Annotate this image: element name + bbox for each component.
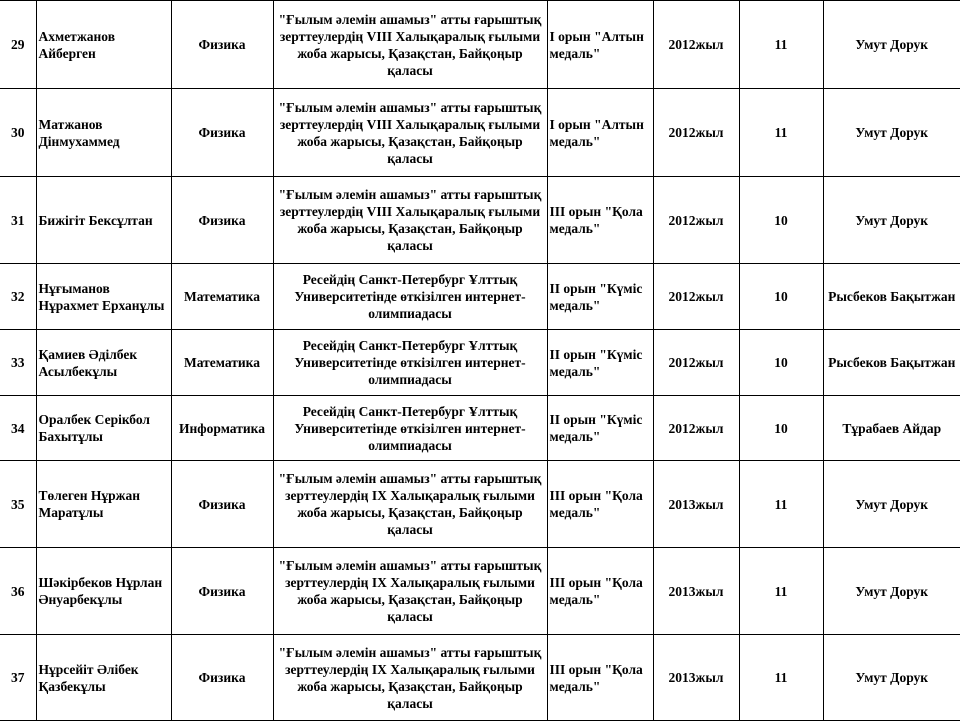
subject: Физика xyxy=(171,635,273,721)
table-row xyxy=(0,461,960,548)
competition: "Ғылым әлемін ашамыз" атты ғарыштық зерттеулердің IX Халықаралық ғылыми жоба жарысы, Қазақстан, Байқоңыр қаласы xyxy=(273,635,547,721)
student-name: Шәкірбеков Нұрлан Әнуарбекұлы xyxy=(36,548,171,635)
year: 2013жыл xyxy=(653,635,739,721)
grade: 10 xyxy=(739,396,823,461)
place-award: I орын "Алтын медаль" xyxy=(547,1,653,89)
student-name: Оралбек Серікбол Бахытұлы xyxy=(36,396,171,461)
grade: 10 xyxy=(739,177,823,264)
table-row xyxy=(0,548,960,635)
year: 2013жыл xyxy=(653,548,739,635)
subject: Информатика xyxy=(171,396,273,461)
competition: "Ғылым әлемін ашамыз" атты ғарыштық зерттеулердің VIII Халықаралық ғылыми жоба жарысы, Қазақстан, Байқоңыр қаласы xyxy=(273,177,547,264)
row-number: 34 xyxy=(0,396,36,461)
teacher: Тұрабаев Айдар xyxy=(823,396,960,461)
table-row xyxy=(0,635,960,721)
student-name: Қамиев Әділбек Асылбекұлы xyxy=(36,330,171,396)
teacher: Рысбеков Бақытжан xyxy=(823,264,960,330)
teacher: Умут Дорук xyxy=(823,89,960,177)
competition: "Ғылым әлемін ашамыз" атты ғарыштық зерттеулердің IX Халықаралық ғылыми жоба жарысы, Қазақстан, Байқоңыр қаласы xyxy=(273,548,547,635)
year: 2012жыл xyxy=(653,89,739,177)
row-number: 33 xyxy=(0,330,36,396)
place-award: II орын "Күміс медаль" xyxy=(547,396,653,461)
student-name: Нұғыманов Нұрахмет Ерханұлы xyxy=(36,264,171,330)
place-award: III орын "Қола медаль" xyxy=(547,177,653,264)
place-award: III орын "Қола медаль" xyxy=(547,635,653,721)
place-award: II орын "Күміс медаль" xyxy=(547,264,653,330)
teacher: Умут Дорук xyxy=(823,635,960,721)
subject: Физика xyxy=(171,177,273,264)
student-name: Ахметжанов Айберген xyxy=(36,1,171,89)
grade: 11 xyxy=(739,461,823,548)
row-number: 35 xyxy=(0,461,36,548)
table-row xyxy=(0,264,960,330)
year: 2013жыл xyxy=(653,461,739,548)
teacher: Умут Дорук xyxy=(823,177,960,264)
row-number: 30 xyxy=(0,89,36,177)
place-award: II орын "Күміс медаль" xyxy=(547,330,653,396)
subject: Физика xyxy=(171,1,273,89)
student-name: Нұрсейіт Әлібек Қазбекұлы xyxy=(36,635,171,721)
table-row xyxy=(0,396,960,461)
year: 2012жыл xyxy=(653,396,739,461)
subject: Математика xyxy=(171,264,273,330)
place-award: III орын "Қола медаль" xyxy=(547,548,653,635)
student-name: Матжанов Дінмухаммед xyxy=(36,89,171,177)
year: 2012жыл xyxy=(653,330,739,396)
grade: 11 xyxy=(739,548,823,635)
row-number: 32 xyxy=(0,264,36,330)
student-name: Бижігіт Бексұлтан xyxy=(36,177,171,264)
grade: 10 xyxy=(739,264,823,330)
teacher: Рысбеков Бақытжан xyxy=(823,330,960,396)
place-award: I орын "Алтын медаль" xyxy=(547,89,653,177)
grade: 11 xyxy=(739,635,823,721)
grade: 10 xyxy=(739,330,823,396)
row-number: 37 xyxy=(0,635,36,721)
competition: "Ғылым әлемін ашамыз" атты ғарыштық зерттеулердің VIII Халықаралық ғылыми жоба жарысы, Қазақстан, Байқоңыр қаласы xyxy=(273,1,547,89)
grade: 11 xyxy=(739,1,823,89)
competition: "Ғылым әлемін ашамыз" атты ғарыштық зерттеулердің IX Халықаралық ғылыми жоба жарысы, Қазақстан, Байқоңыр қаласы xyxy=(273,461,547,548)
subject: Физика xyxy=(171,548,273,635)
grade: 11 xyxy=(739,89,823,177)
table-row xyxy=(0,89,960,177)
table-row xyxy=(0,330,960,396)
year: 2012жыл xyxy=(653,264,739,330)
place-award: III орын "Қола медаль" xyxy=(547,461,653,548)
subject: Математика xyxy=(171,330,273,396)
competition: Ресейдің Санкт-Петербург Ұлттық Университетінде өткізілген интернет-олимпиадасы xyxy=(273,330,547,396)
row-number: 31 xyxy=(0,177,36,264)
row-number: 29 xyxy=(0,1,36,89)
subject: Физика xyxy=(171,461,273,548)
competition: Ресейдің Санкт-Петербург Ұлттық Университетінде өткізілген интернет-олимпиадасы xyxy=(273,396,547,461)
teacher: Умут Дорук xyxy=(823,1,960,89)
competition: Ресейдің Санкт-Петербург Ұлттық Университетінде өткізілген интернет-олимпиадасы xyxy=(273,264,547,330)
student-name: Төлеген Нұржан Маратұлы xyxy=(36,461,171,548)
year: 2012жыл xyxy=(653,1,739,89)
year: 2012жыл xyxy=(653,177,739,264)
row-number: 36 xyxy=(0,548,36,635)
table-row xyxy=(0,177,960,264)
teacher: Умут Дорук xyxy=(823,548,960,635)
subject: Физика xyxy=(171,89,273,177)
table-row xyxy=(0,1,960,89)
competition: "Ғылым әлемін ашамыз" атты ғарыштық зерттеулердің VIII Халықаралық ғылыми жоба жарысы, Қазақстан, Байқоңыр қаласы xyxy=(273,89,547,177)
teacher: Умут Дорук xyxy=(823,461,960,548)
